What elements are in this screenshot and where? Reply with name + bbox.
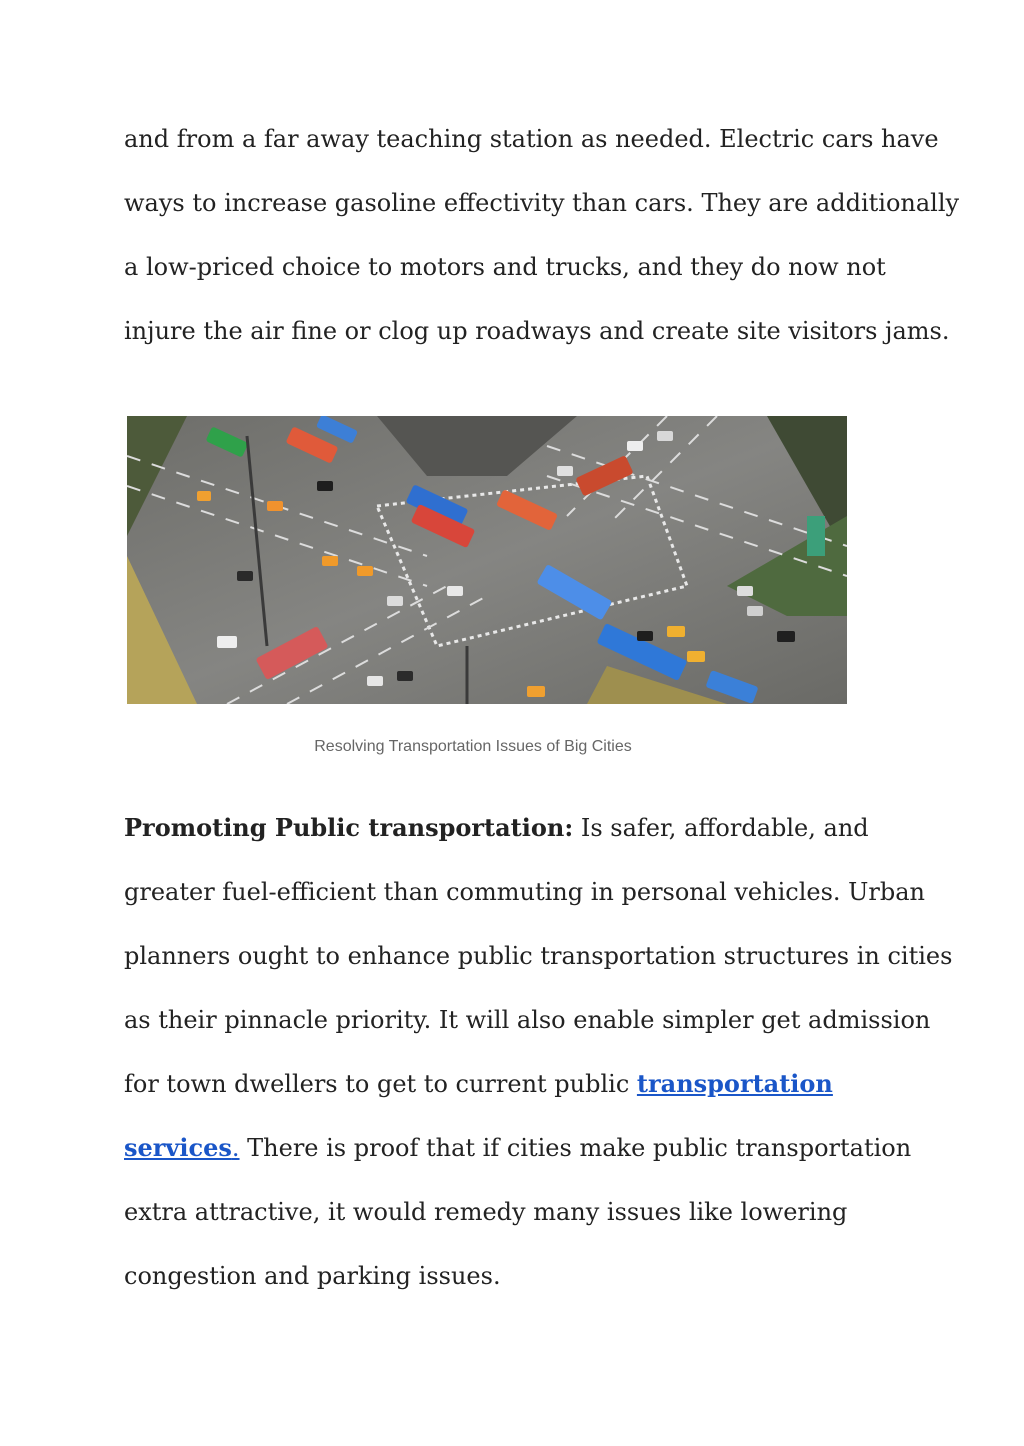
- text-fragment: There is proof that if cities make public transportation: [239, 1134, 912, 1162]
- text-line: ways to increase gasoline effectivity than cars. They are additionally: [124, 189, 960, 217]
- text-line: [124, 812, 869, 844]
- text-line: as their pinnacle priority. It will also enable simpler get admission: [124, 1006, 931, 1034]
- figure-caption: Resolving Transportation Issues of Big Cities: [314, 738, 632, 755]
- text-fragment: for town dwellers to get to current public: [124, 1070, 637, 1098]
- text-line: injure the air fine or clog up roadways and create site visitors jams.: [124, 317, 950, 345]
- text-line: planners ought to enhance public transportation structures in cities: [124, 942, 953, 970]
- text-line: [124, 1068, 833, 1100]
- text-line: extra attractive, it would remedy many issues like lowering: [124, 1198, 848, 1226]
- text-line: congestion and parking issues.: [124, 1262, 501, 1290]
- text-line: and from a far away teaching station as needed. Electric cars have: [124, 125, 939, 153]
- text-line: a low-priced choice to motors and trucks, and they do now not: [124, 253, 886, 281]
- text-fragment: Is safer, affordable, and: [573, 814, 869, 842]
- transportation-services-link-part1[interactable]: transportation: [636, 1069, 833, 1098]
- transportation-services-link-part2[interactable]: services: [124, 1133, 232, 1162]
- section-heading: Promoting Public transportation:: [124, 813, 574, 842]
- intersection-traffic-photo: [127, 416, 847, 704]
- text-line: [124, 1132, 911, 1164]
- link-period[interactable]: .: [231, 1134, 240, 1162]
- text-line: greater fuel-efficient than commuting in personal vehicles. Urban: [124, 878, 925, 906]
